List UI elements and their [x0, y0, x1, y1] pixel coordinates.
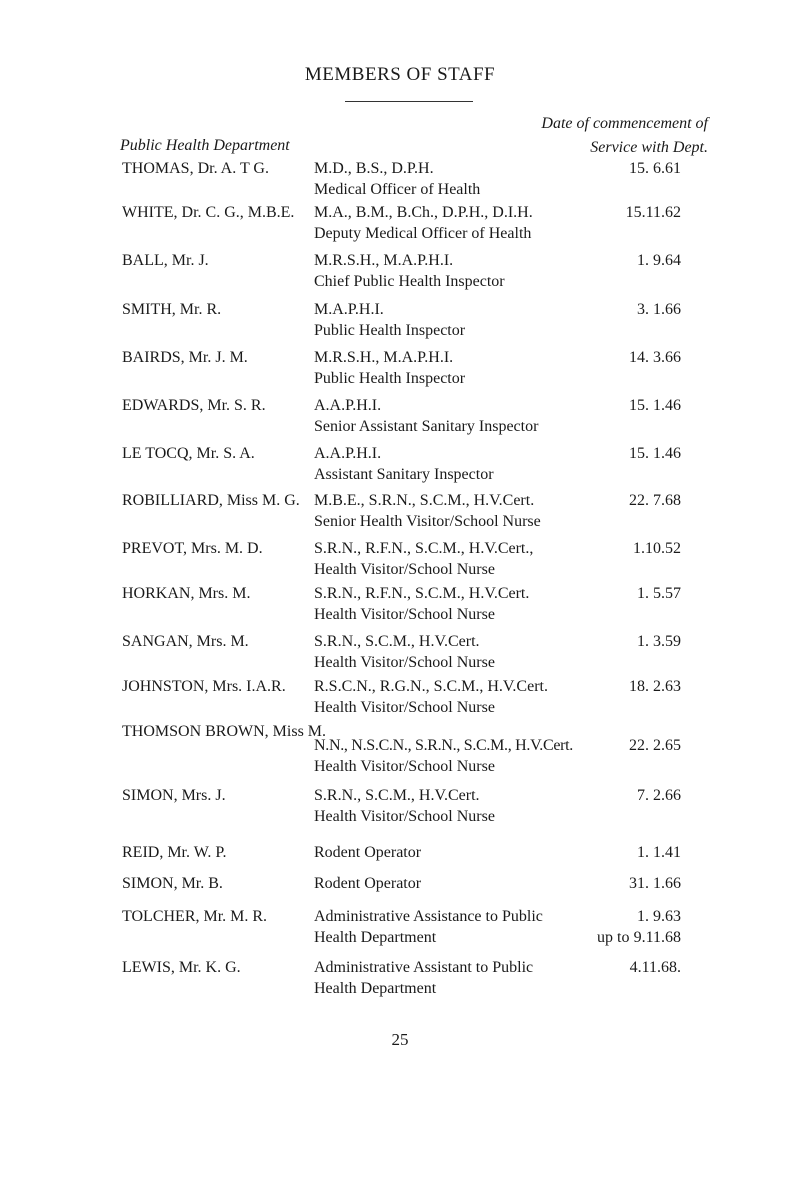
staff-start-date: 22. 2.65	[629, 737, 681, 754]
staff-qualifications: M.B.E., S.R.N., S.C.M., H.V.Cert.	[314, 492, 535, 509]
staff-start-date: 1.10.52	[633, 540, 681, 557]
staff-qualifications: M.A.P.H.I.	[314, 301, 384, 318]
page-number: 25	[391, 1030, 409, 1049]
staff-name: SMITH, Mr. R.	[122, 301, 222, 318]
staff-name: JOHNSTON, Mrs. I.A.R.	[122, 678, 286, 695]
staff-role: Health Visitor/School Nurse	[314, 758, 495, 775]
date-column-heading	[541, 112, 708, 160]
staff-role: Public Health Inspector	[314, 370, 466, 387]
staff-start-date: 15.11.62	[625, 204, 681, 221]
staff-name: EDWARDS, Mr. S. R.	[122, 397, 266, 414]
staff-name: SIMON, Mrs. J.	[122, 787, 226, 804]
staff-start-date: 22. 7.68	[629, 492, 681, 509]
staff-role: Health Visitor/School Nurse	[314, 808, 495, 825]
staff-qualifications: N.N., N.S.C.N., S.R.N., S.C.M., H.V.Cert.	[314, 737, 574, 754]
staff-start-date: 18. 2.63	[629, 678, 681, 695]
staff-qualifications: M.D., B.S., D.P.H.	[314, 160, 434, 177]
staff-start-date: 7. 2.66	[637, 787, 681, 804]
staff-role: Deputy Medical Officer of Health	[314, 225, 532, 242]
staff-qualifications: A.A.P.H.I.	[314, 397, 382, 414]
staff-start-date: 1. 3.59	[637, 633, 681, 650]
staff-start-date: 1. 9.64	[637, 252, 681, 269]
staff-qualifications: Administrative Assistance to Public	[314, 908, 543, 925]
staff-name: THOMAS, Dr. A. T G.	[122, 160, 269, 177]
staff-start-date: 31. 1.66	[629, 875, 681, 892]
staff-start-date: 15. 1.46	[629, 445, 681, 462]
staff-qualifications: S.R.N., S.C.M., H.V.Cert.	[314, 633, 480, 650]
staff-name: BALL, Mr. J.	[122, 252, 209, 269]
staff-role: Health Visitor/School Nurse	[314, 654, 495, 671]
staff-start-date: 1. 5.57	[637, 585, 681, 602]
staff-start-date: 15. 6.61	[629, 160, 681, 177]
staff-role: Medical Officer of Health	[314, 181, 481, 198]
staff-role: Senior Assistant Sanitary Inspector	[314, 418, 539, 435]
staff-qualifications: M.R.S.H., M.A.P.H.I.	[314, 252, 454, 269]
staff-qualifications: Administrative Assistant to Public	[314, 959, 534, 976]
staff-role: Assistant Sanitary Inspector	[314, 466, 494, 483]
staff-name: BAIRDS, Mr. J. M.	[122, 349, 248, 366]
staff-role: Health Visitor/School Nurse	[314, 606, 495, 623]
staff-start-date: 3. 1.66	[637, 301, 681, 318]
staff-name: THOMSON BROWN, Miss M.	[122, 723, 327, 740]
staff-name: LE TOCQ, Mr. S. A.	[122, 445, 255, 462]
staff-name: SANGAN, Mrs. M.	[122, 633, 249, 650]
staff-name: PREVOT, Mrs. M. D.	[122, 540, 263, 557]
staff-qualifications: S.R.N., S.C.M., H.V.Cert.	[314, 787, 480, 804]
staff-qualifications: Rodent Operator	[314, 875, 422, 892]
title-rule	[345, 101, 473, 102]
date-heading-line1: Date of commencement of	[541, 115, 708, 132]
staff-qualifications: Rodent Operator	[314, 844, 422, 861]
staff-qualifications: M.A., B.M., B.Ch., D.P.H., D.I.H.	[314, 204, 533, 221]
date-heading-line2: Service with Dept.	[590, 139, 708, 156]
staff-role: Senior Health Visitor/School Nurse	[314, 513, 541, 530]
staff-qualifications: R.S.C.N., R.G.N., S.C.M., H.V.Cert.	[314, 678, 548, 695]
staff-start-date: 15. 1.46	[629, 397, 681, 414]
staff-role: Health Visitor/School Nurse	[314, 561, 495, 578]
staff-qualifications: S.R.N., R.F.N., S.C.M., H.V.Cert.,	[314, 540, 534, 557]
staff-start-date: 14. 3.66	[629, 349, 681, 366]
staff-qualifications: A.A.P.H.I.	[314, 445, 382, 462]
staff-role: Health Visitor/School Nurse	[314, 699, 495, 716]
department-heading: Public Health Department	[120, 137, 290, 154]
staff-role: Public Health Inspector	[314, 322, 466, 339]
staff-qualifications: M.R.S.H., M.A.P.H.I.	[314, 349, 454, 366]
staff-start-date: 4.11.68.	[629, 959, 681, 976]
staff-name: TOLCHER, Mr. M. R.	[122, 908, 268, 925]
staff-role: Chief Public Health Inspector	[314, 273, 505, 290]
page-title: MEMBERS OF STAFF	[304, 64, 496, 85]
staff-name: SIMON, Mr. B.	[122, 875, 223, 892]
staff-name: ROBILLIARD, Miss M. G.	[122, 492, 300, 509]
up-to-label: up to	[597, 929, 630, 946]
staff-name: WHITE, Dr. C. G., M.B.E.	[122, 204, 295, 221]
staff-qualifications: S.R.N., R.F.N., S.C.M., H.V.Cert.	[314, 585, 530, 602]
staff-start-date: 1. 9.63	[637, 908, 681, 925]
staff-end-date: 9.11.68	[633, 929, 681, 946]
staff-name: REID, Mr. W. P.	[122, 844, 227, 861]
staff-role: Health Department	[314, 929, 437, 946]
staff-start-date: 1. 1.41	[637, 844, 681, 861]
staff-role: Health Department	[314, 980, 437, 997]
staff-name: HORKAN, Mrs. M.	[122, 585, 251, 602]
staff-name: LEWIS, Mr. K. G.	[122, 959, 241, 976]
